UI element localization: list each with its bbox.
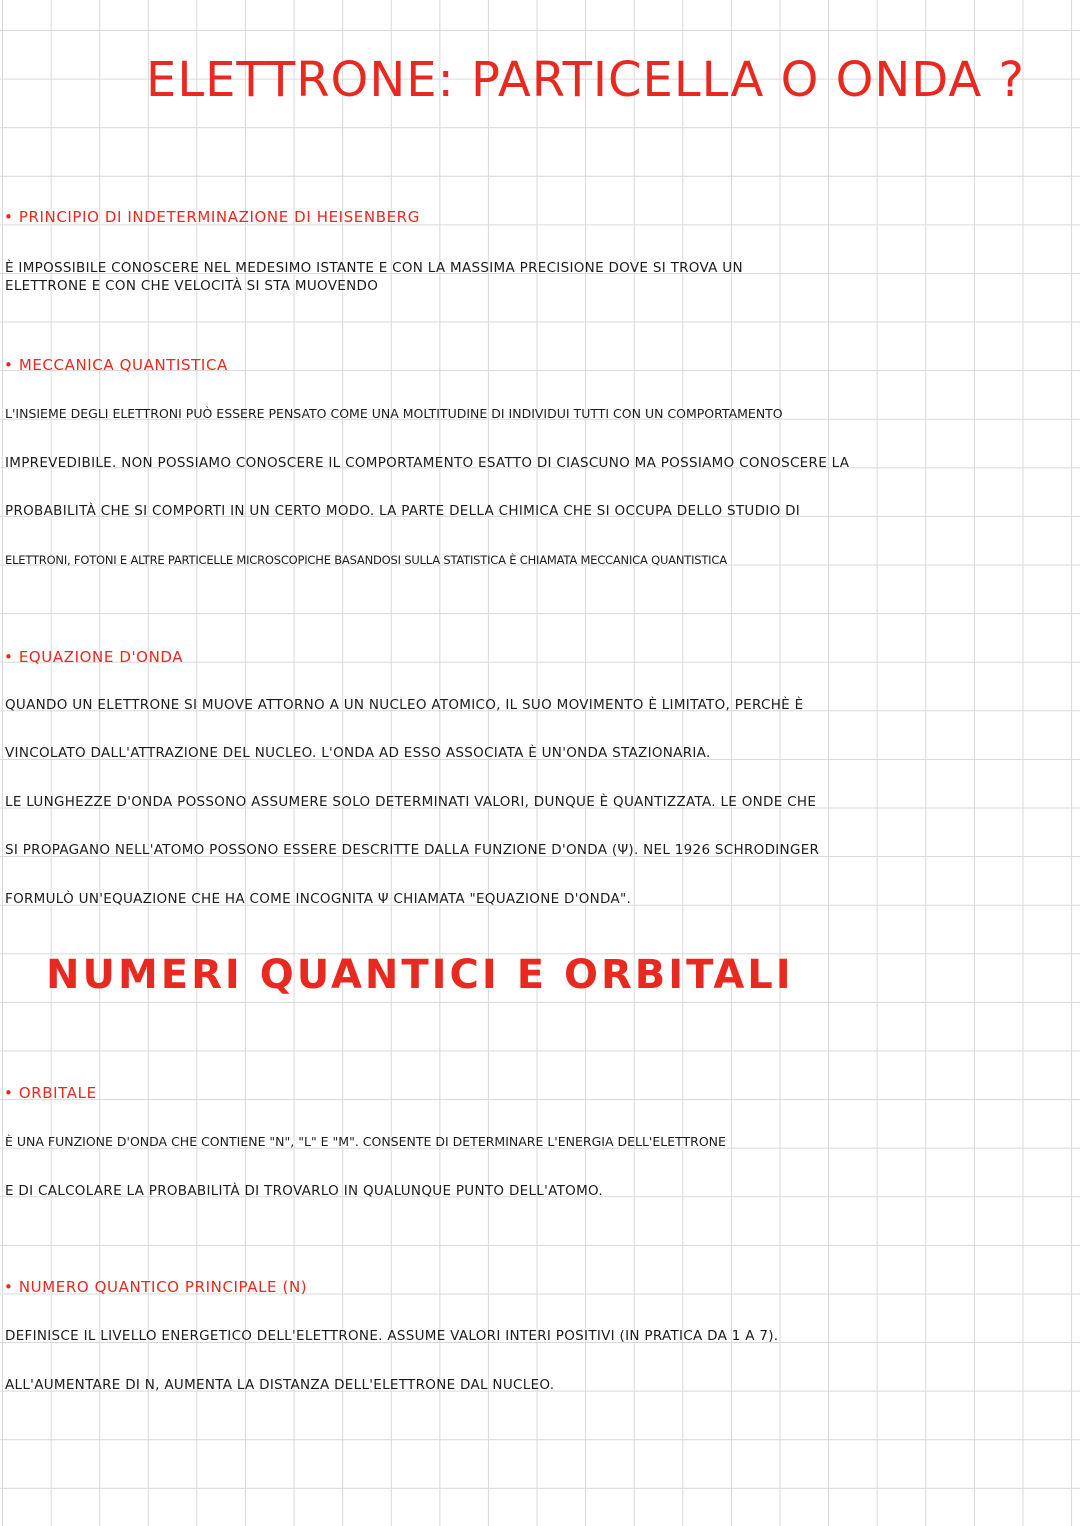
text-line: E DI CALCOLARE LA PROBABILITÀ DI TROVARLO IN QUALUNQUE PUNTO DELL'ATOMO. [5, 1183, 603, 1199]
heading-heisenberg: • PRINCIPIO DI INDETERMINAZIONE DI HEISENBERG [4, 208, 420, 226]
section-title: NUMERI QUANTICI E ORBITALI [46, 952, 794, 998]
text-line: ELETTRONE E CON CHE VELOCITÀ SI STA MUOVENDO [5, 278, 379, 294]
heading-equazione-onda: • EQUAZIONE D'ONDA [4, 648, 184, 666]
text-line: QUANDO UN ELETTRONE SI MUOVE ATTORNO A UN NUCLEO ATOMICO, IL SUO MOVIMENTO È LIMITATO, PERCHÈ È [5, 697, 804, 713]
text-line: LE LUNGHEZZE D'ONDA POSSONO ASSUMERE SOLO DETERMINATI VALORI, DUNQUE È QUANTIZZATA. LE ONDE CHE [5, 794, 817, 810]
heading-numero-quantico-principale: • NUMERO QUANTICO PRINCIPALE (N) [4, 1278, 308, 1296]
text-line: L'INSIEME DEGLI ELETTRONI PUÒ ESSERE PENSATO COME UNA MOLTITUDINE DI INDIVIDUI TUTTI CON UN COMPORTAMENTO [5, 406, 783, 421]
text-line: È IMPOSSIBILE CONOSCERE NEL MEDESIMO ISTANTE E CON LA MASSIMA PRECISIONE DOVE SI TROVA UN [5, 260, 743, 276]
text-line: È UNA FUNZIONE D'ONDA CHE CONTIENE "N", "L" E "M". CONSENTE DI DETERMINARE L'ENERGIA DELL'ELETTRONE [5, 1134, 726, 1149]
text-line: PROBABILITÀ CHE SI COMPORTI IN UN CERTO MODO. LA PARTE DELLA CHIMICA CHE SI OCCUPA DELLO STUDIO DI [5, 503, 801, 519]
text-line: IMPREVEDIBILE. NON POSSIAMO CONOSCERE IL COMPORTAMENTO ESATTO DI CIASCUNO MA POSSIAMO CONOSCERE LA [5, 455, 850, 471]
page-title: ELETTRONE: PARTICELLA O ONDA ? [146, 52, 1025, 108]
heading-orbitale: • ORBITALE [4, 1084, 97, 1102]
text-line: ALL'AUMENTARE DI N, AUMENTA LA DISTANZA DELL'ELETTRONE DAL NUCLEO. [5, 1377, 555, 1393]
text-line: ELETTRONI, FOTONI E ALTRE PARTICELLE MICROSCOPICHE BASANDOSI SULLA STATISTICA È CHIAMATA MECCANICA QUANTISTICA [5, 553, 727, 567]
text-line: FORMULÒ UN'EQUAZIONE CHE HA COME INCOGNITA Ψ CHIAMATA "EQUAZIONE D'ONDA". [5, 891, 632, 907]
heading-meccanica-quantistica: • MECCANICA QUANTISTICA [4, 356, 228, 374]
text-line: DEFINISCE IL LIVELLO ENERGETICO DELL'ELETTRONE. ASSUME VALORI INTERI POSITIVI (IN PRATICA DA 1 A 7). [5, 1328, 779, 1344]
text-line: VINCOLATO DALL'ATTRAZIONE DEL NUCLEO. L'ONDA AD ESSO ASSOCIATA È UN'ONDA STAZIONARIA. [5, 745, 711, 761]
text-line: SI PROPAGANO NELL'ATOMO POSSONO ESSERE DESCRITTE DALLA FUNZIONE D'ONDA (Ψ). NEL 1926 SCHRODINGER [5, 842, 820, 858]
